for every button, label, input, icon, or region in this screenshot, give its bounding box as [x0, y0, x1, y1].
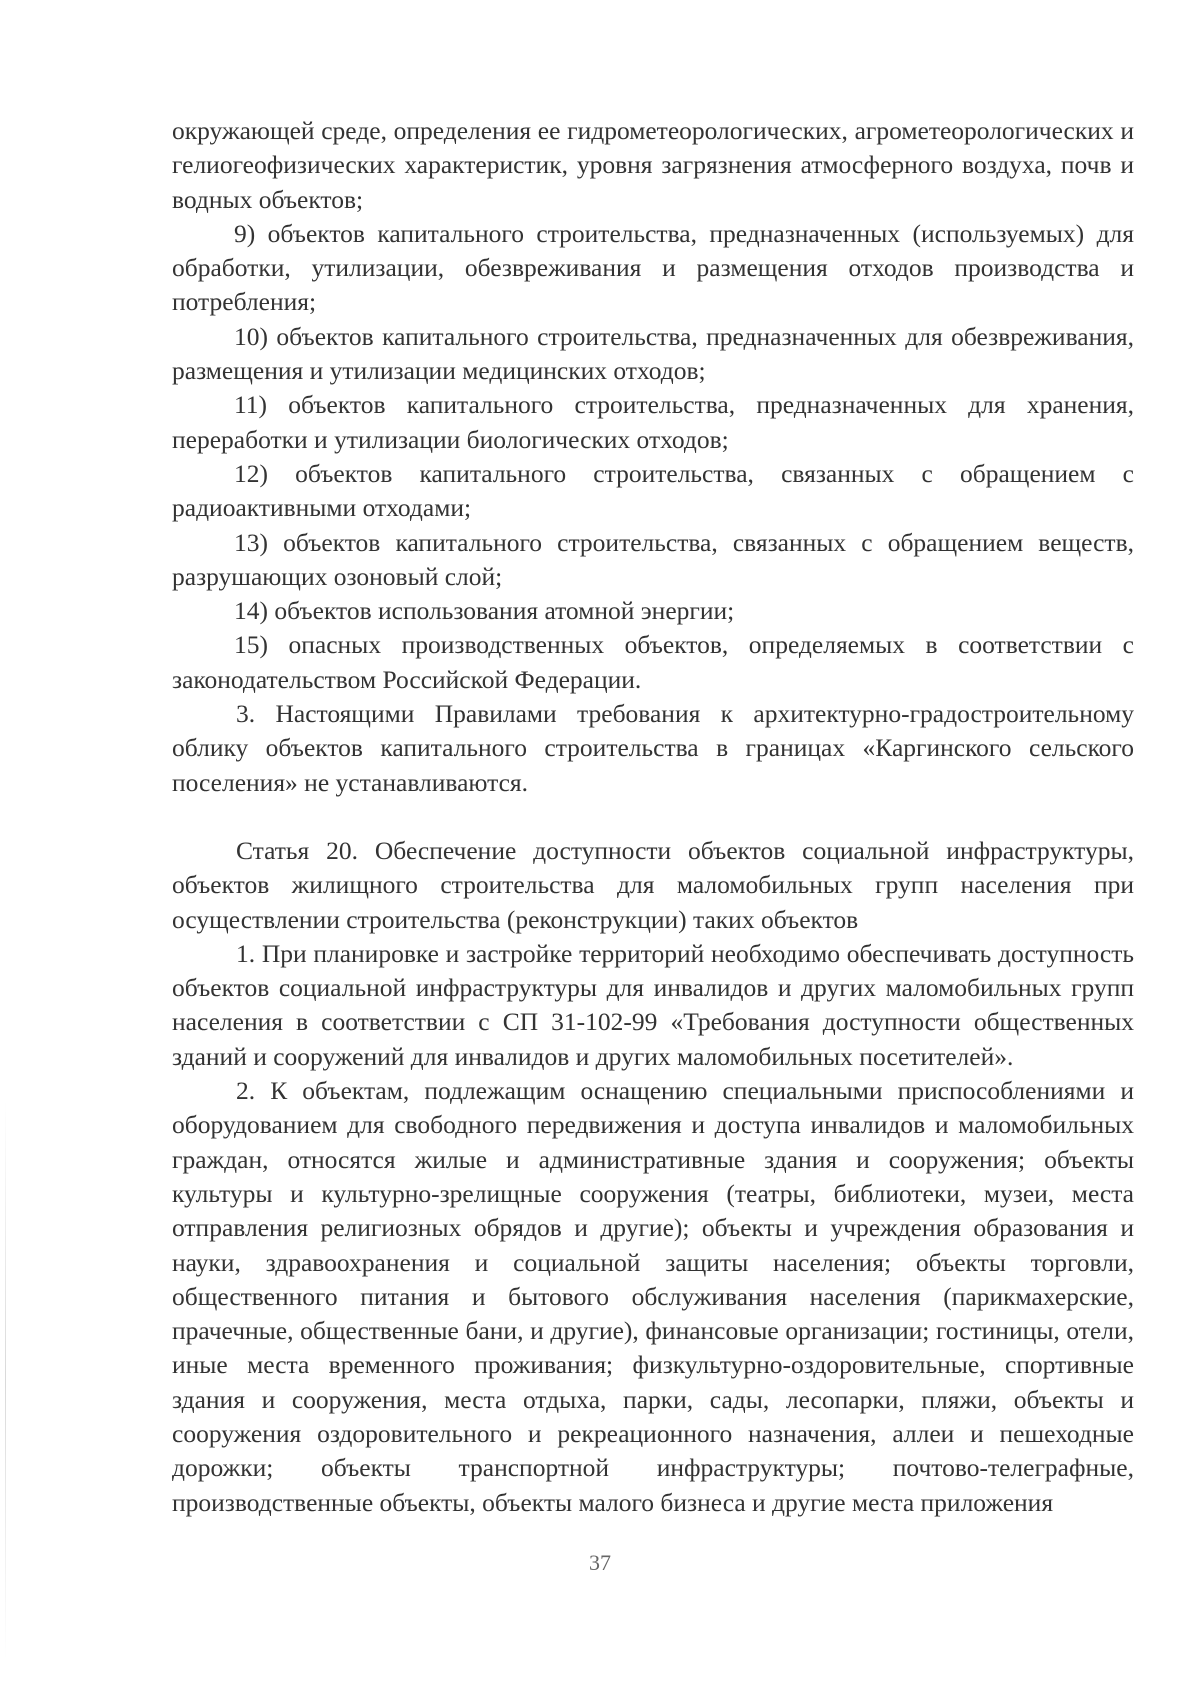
page-number: 37	[589, 1550, 611, 1575]
list-item-12: 12) объектов капитального строительства, связанных с обращением с радиоактивными отходами;	[172, 458, 1134, 523]
list-item-9: 9) объектов капитального строительства, предназначенных (используемых) для обработки, утилизации, обезвреживания и размещения отходов производства и потребления;	[172, 218, 1134, 317]
paragraph-point-3: 3. Настоящими Правилами требования к архитектурно-градостроительному облику объектов капитального строительства в границах «Каргинского сельского поселения» не устанавливаются.	[172, 699, 1134, 797]
article-20-point-1: 1. При планировке и застройке территорий необходимо обеспечивать доступность объектов социальной инфраструктуры для инвалидов и других маломобильных групп населения в соответствии с СП 31-102-99 «Требования доступности общественных зданий и сооружений для инвалидов и других маломобильных посетителей».	[172, 938, 1134, 1071]
list-item-14: 14) объектов использования атомной энергии;	[234, 596, 735, 626]
list-item-15: 15) опасных производственных объектов, определяемых в соответствии с законодательством Российской Федерации.	[172, 630, 1134, 694]
article-20-title: Статья 20. Обеспечение доступности объектов социальной инфраструктуры, объектов жилищного строительства для маломобильных групп населения при осуществлении строительства (реконструкции) таких объектов	[172, 835, 1134, 934]
list-item-13: 13) объектов капитального строительства, связанных с обращением веществ, разрушающих озоновый слой;	[172, 527, 1134, 591]
document-body	[172, 114, 1134, 1520]
list-item-11: 11) объектов капитального строительства, предназначенных для хранения, переработки и утилизации биологических отходов;	[172, 390, 1134, 454]
scan-margin-mark	[5, 1100, 6, 1660]
list-item-10: 10) объектов капитального строительства, предназначенных для обезвреживания, размещения и утилизации медицинских отходов;	[172, 321, 1134, 386]
paragraph-continuation: окружающей среде, определения ее гидрометеорологических, агрометеорологических и гелиогеофизических характеристик, уровня загрязнения атмосферного воздуха, почв и водных объектов;	[172, 116, 1134, 214]
section-spacer	[172, 800, 1134, 834]
article-20-point-2: 2. К объектам, подлежащим оснащению специальными приспособлениями и оборудованием для свободного передвижения и доступа инвалидов и маломобильных граждан, относятся жилые и административные здания и сооружения; объекты культуры и культурно-зрелищные сооружения (театры, библиотеки, музеи, места отправления религиозных обрядов и другие); объекты и учреждения образования и науки, здравоохранения и социальной защиты населения; объекты торговли, общественного питания и бытового обслуживания населения (парикмахерские, прачечные, общественные бани, и другие), финансовые организации; гостиницы, отели, иные места временного проживания; физкультурно-оздоровительные, спортивные здания и сооружения, места отдыха, парки, сады, лесопарки, пляжи, объекты и сооружения оздоровительного и рекреационного назначения, аллеи и пешеходные дорожки; объекты транспортной инфраструктуры; почтово-телеграфные, производственные объекты, объекты малого бизнеса и другие места приложения	[172, 1076, 1134, 1517]
